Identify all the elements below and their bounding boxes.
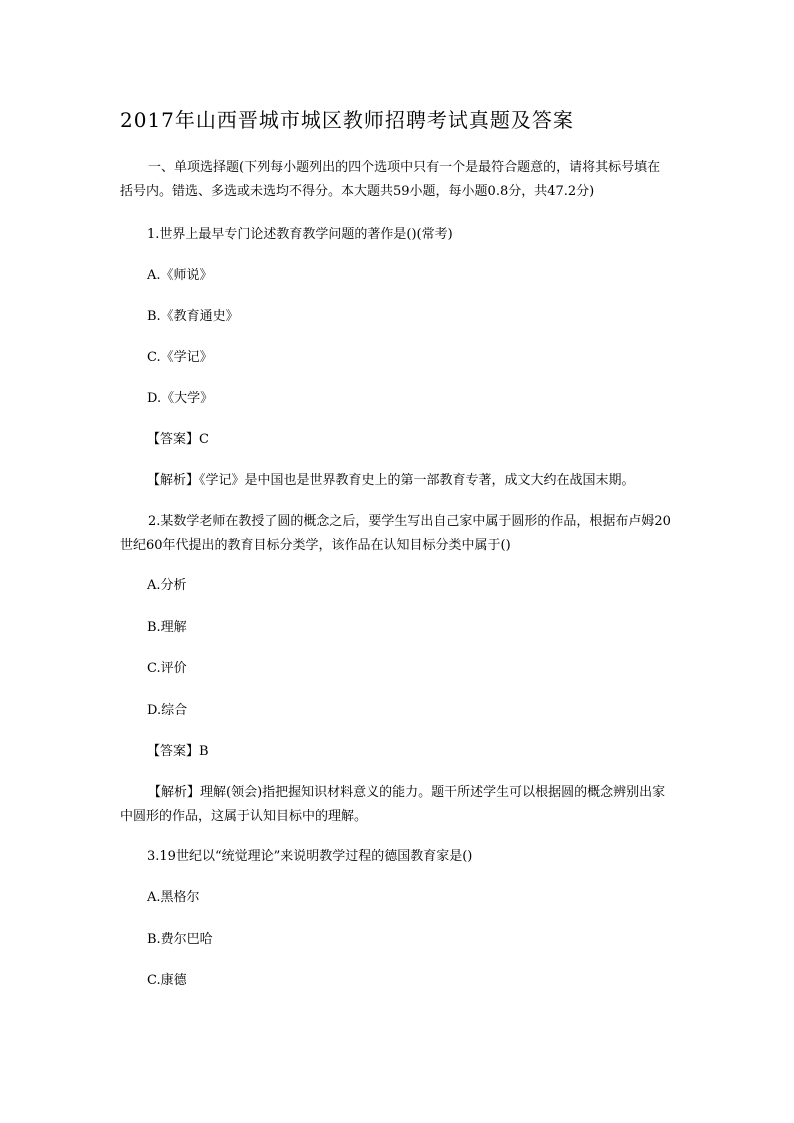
question-2-option-a: A.分析 <box>147 578 187 593</box>
question-2-stem: 2.某数学老师在教授了圆的概念之后，要学生写出自己家中属于圆形的作品，根据布卢姆20世纪60年代提出的教育目标分类学，该作品在认知目标分类中属于() <box>120 514 671 553</box>
question-1-option-d: D.《大学》 <box>147 391 214 406</box>
question-3-option-c: C.康德 <box>147 973 187 988</box>
question-1-option-c: C.《学记》 <box>147 350 213 365</box>
page-title: 2017年山西晋城市城区教师招聘考试真题及答案 <box>120 108 574 132</box>
question-1-stem: 1.世界上最早专门论述教育教学问题的著作是()(常考) <box>147 227 453 242</box>
question-3-option-b: B.费尔巴哈 <box>147 932 213 947</box>
question-2-option-b: B.理解 <box>147 620 187 635</box>
question-2-option-d: D.综合 <box>147 703 188 718</box>
question-1-option-a: A.《师说》 <box>147 268 213 283</box>
section-intro: 一、单项选择题(下列每小题列出的四个选项中只有一个是最符合题意的，请将其标号填在括号内。错选、多选或未选均不得分。本大题共59小题，每小题0.8分，共47.2分) <box>120 160 661 199</box>
question-1-answer: 【答案】C <box>147 432 209 447</box>
question-3-stem: 3.19世纪以“统觉理论”来说明教学过程的德国教育家是() <box>147 849 473 864</box>
question-2-analysis: 【解析】理解(领会)指把握知识材料意义的能力。题干所述学生可以根据圆的概念辨别出家中圆形的作品，这属于认知目标中的理解。 <box>120 785 666 824</box>
question-1-analysis: 【解析】《学记》是中国也是世界教育史上的第一部教育专著，成文大约在战国末期。 <box>147 473 635 488</box>
question-3-option-a: A.黑格尔 <box>147 890 200 905</box>
question-1-option-b: B.《教育通史》 <box>147 309 239 324</box>
question-2-option-c: C.评价 <box>147 661 187 676</box>
question-2-answer: 【答案】B <box>147 744 209 759</box>
